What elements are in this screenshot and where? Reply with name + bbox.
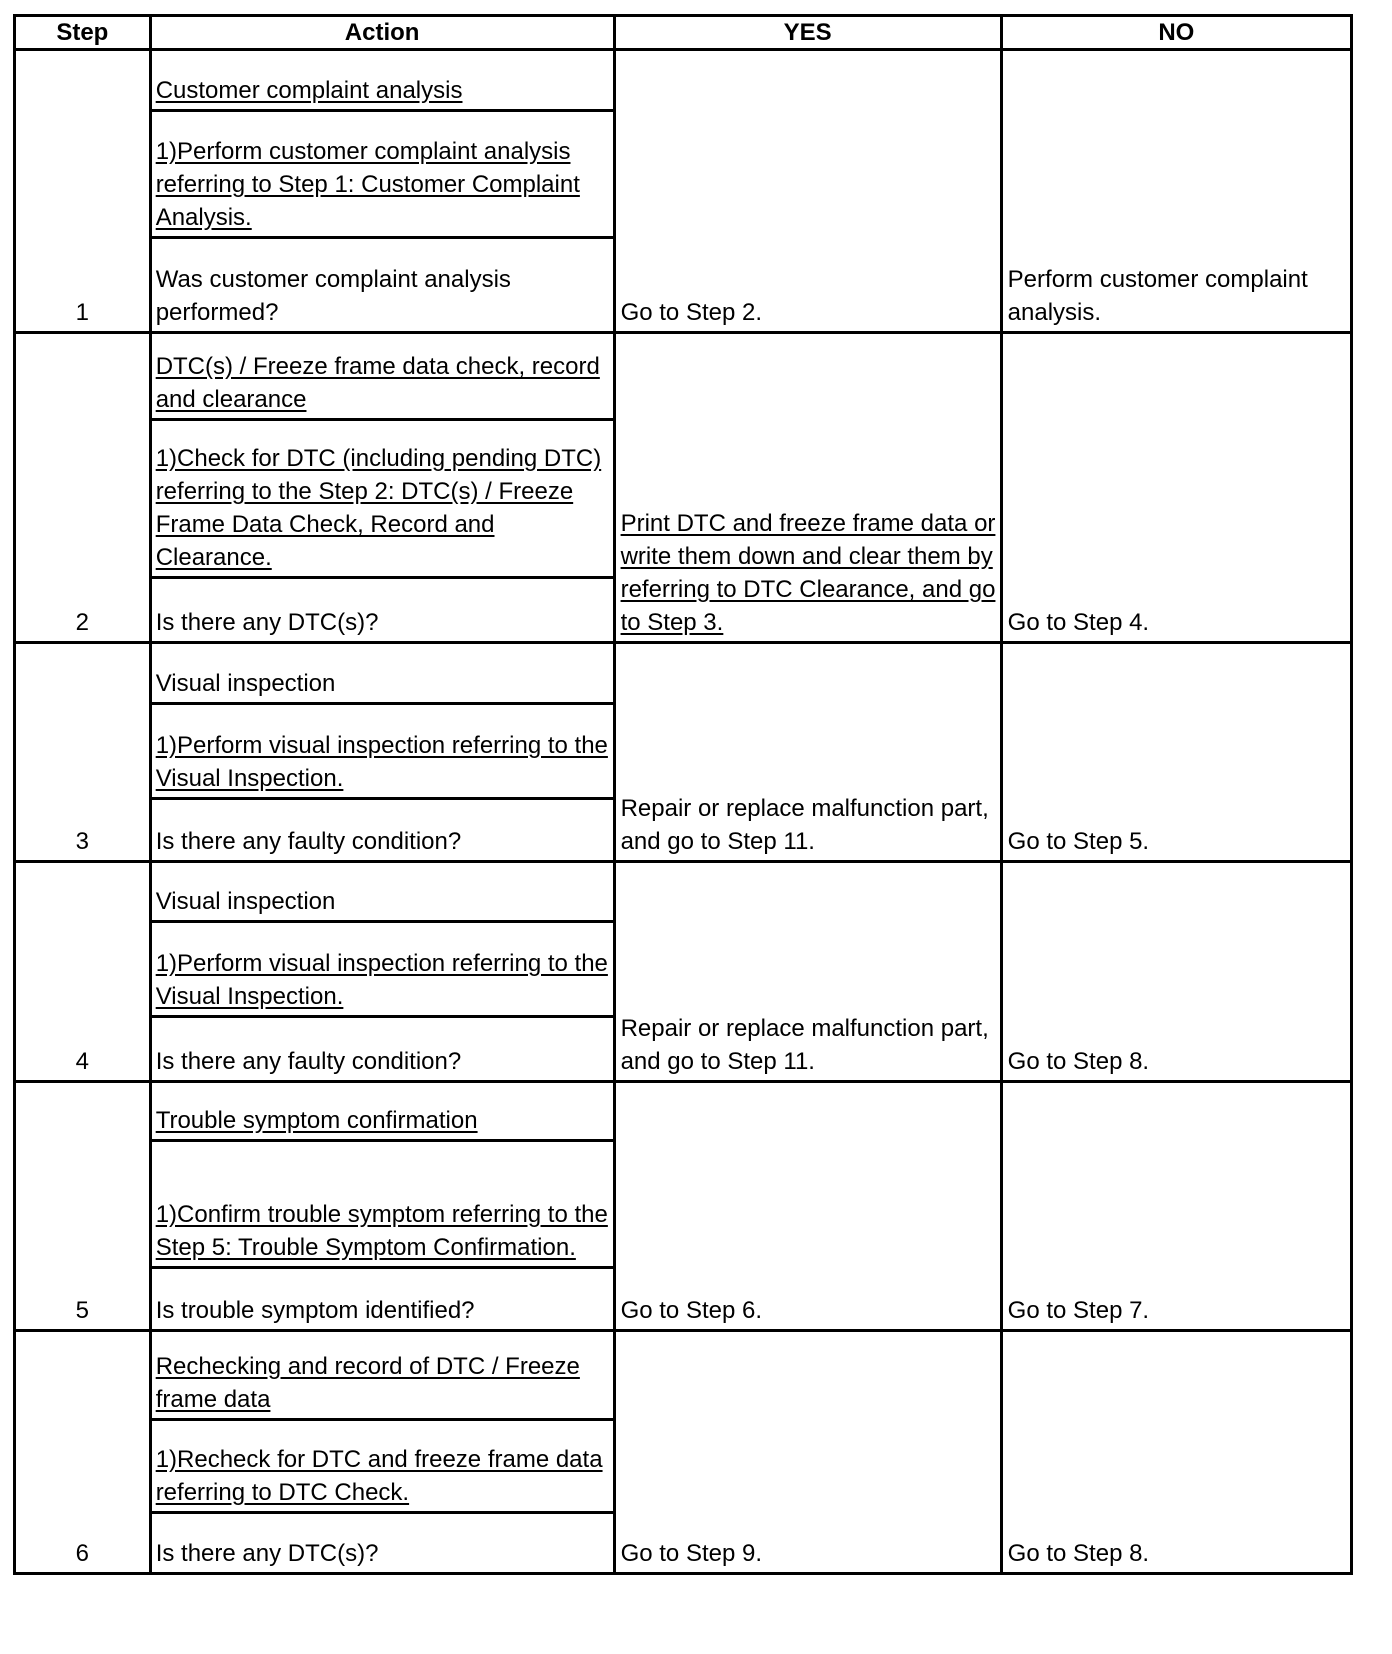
yes-cell: Print DTC and freeze frame data or write them down and clear them by referring to DTC Clearance, and go to Step 3. [614, 333, 1001, 643]
table-row [15, 333, 1352, 643]
step-number: 6 [15, 1331, 151, 1574]
action-title: Visual inspection [155, 888, 336, 915]
header-no: NO [1001, 16, 1351, 50]
action-question: Is there any DTC(s)? [155, 1540, 379, 1567]
step-number: 1 [15, 50, 151, 333]
action-question: Is there any faulty condition? [155, 1048, 462, 1075]
action-cell [150, 333, 614, 643]
yes-cell: Go to Step 2. [614, 50, 1001, 333]
step-number: 5 [15, 1082, 151, 1331]
table-row [15, 50, 1352, 333]
no-cell: Go to Step 8. [1001, 1331, 1351, 1574]
yes-cell: Repair or replace malfunction part, and go to Step 11. [614, 643, 1001, 862]
action-title: Rechecking and record of DTC / Freeze frame data [155, 1353, 580, 1413]
yes-cell: Go to Step 9. [614, 1331, 1001, 1574]
action-question: Was customer complaint analysis performed? [155, 266, 511, 326]
action-instruction: 1)Check for DTC (including pending DTC) referring to the Step 2: DTC(s) / Freeze Frame Data Check, Record and Clearance. [155, 445, 602, 571]
action-question: Is there any DTC(s)? [155, 609, 379, 636]
header-yes: YES [614, 16, 1001, 50]
action-cell [150, 1331, 614, 1574]
header-action: Action [150, 16, 614, 50]
no-cell: Go to Step 8. [1001, 862, 1351, 1082]
step-number: 2 [15, 333, 151, 643]
no-cell: Perform customer complaint analysis. [1001, 50, 1351, 333]
header-row [15, 16, 1352, 50]
troubleshooting-table [13, 14, 1353, 1575]
table-row [15, 643, 1352, 862]
action-question: Is there any faulty condition? [155, 828, 462, 855]
no-cell: Go to Step 7. [1001, 1082, 1351, 1331]
yes-cell: Repair or replace malfunction part, and go to Step 11. [614, 862, 1001, 1082]
table-row [15, 1082, 1352, 1331]
action-title: DTC(s) / Freeze frame data check, record and clearance [155, 353, 600, 413]
step-number: 4 [15, 862, 151, 1082]
action-cell [150, 1082, 614, 1331]
table-row [15, 1331, 1352, 1574]
action-cell [150, 862, 614, 1082]
action-instruction: 1)Perform visual inspection referring to the Visual Inspection. [155, 950, 608, 1010]
action-title: Customer complaint analysis [155, 77, 463, 104]
yes-cell: Go to Step 6. [614, 1082, 1001, 1331]
no-cell: Go to Step 4. [1001, 333, 1351, 643]
step-number: 3 [15, 643, 151, 862]
action-cell [150, 643, 614, 862]
action-title: Visual inspection [155, 670, 336, 697]
action-question: Is trouble symptom identified? [155, 1297, 475, 1324]
table-row [15, 862, 1352, 1082]
header-step: Step [15, 16, 151, 50]
action-title: Trouble symptom confirmation [155, 1107, 478, 1134]
action-instruction: 1)Perform customer complaint analysis referring to Step 1: Customer Complaint Analysis. [155, 138, 580, 231]
action-instruction: 1)Confirm trouble symptom referring to the Step 5: Trouble Symptom Confirmation. [155, 1201, 608, 1261]
action-instruction: 1)Recheck for DTC and freeze frame data referring to DTC Check. [155, 1446, 603, 1506]
no-cell: Go to Step 5. [1001, 643, 1351, 862]
action-instruction: 1)Perform visual inspection referring to the Visual Inspection. [155, 732, 608, 792]
action-cell [150, 50, 614, 333]
